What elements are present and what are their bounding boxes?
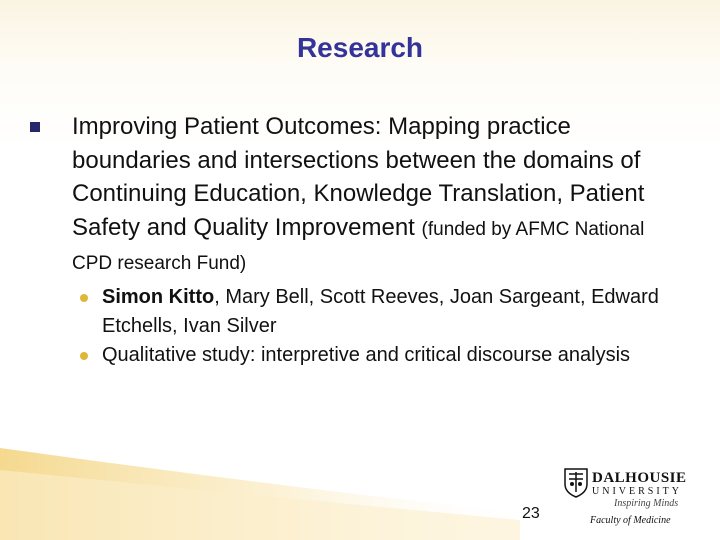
lead-author: Simon Kitto (102, 285, 215, 308)
method-text: Qualitative study: interpretive and critical discourse analysis (102, 343, 631, 366)
logo-wordmark: DALHOUSIE (592, 470, 687, 486)
slide-title: Research (296, 32, 424, 63)
funding-note: (funded by AFMC National CPD research Fund) (72, 218, 645, 274)
main-bullet-text (72, 110, 680, 279)
page-number: 23 (522, 505, 540, 522)
logo-tagline: Inspiring Minds (614, 498, 679, 509)
co-authors: , Mary Bell, Scott Reeves, Joan Sargeant, Edward Etchells, Ivan Silver (102, 285, 659, 337)
sub-bullet-method (80, 341, 680, 370)
dalhousie-logo (564, 468, 687, 530)
dot-bullet-icon (80, 352, 88, 360)
sub-bullet-authors (80, 283, 680, 341)
sub-bullet-list (80, 283, 680, 370)
crest-icon (564, 468, 588, 498)
logo-university: UNIVERSITY (592, 486, 682, 497)
square-bullet-icon (30, 122, 40, 132)
logo-faculty: Faculty of Medicine (590, 515, 671, 526)
dot-bullet-icon (80, 294, 88, 302)
content-body (30, 110, 680, 370)
project-title: Improving Patient Outcomes: Mapping practice boundaries and intersections between the domains of Continuing Education, Knowledge Translation, Patient Safety and Quality Improvement (72, 113, 645, 241)
